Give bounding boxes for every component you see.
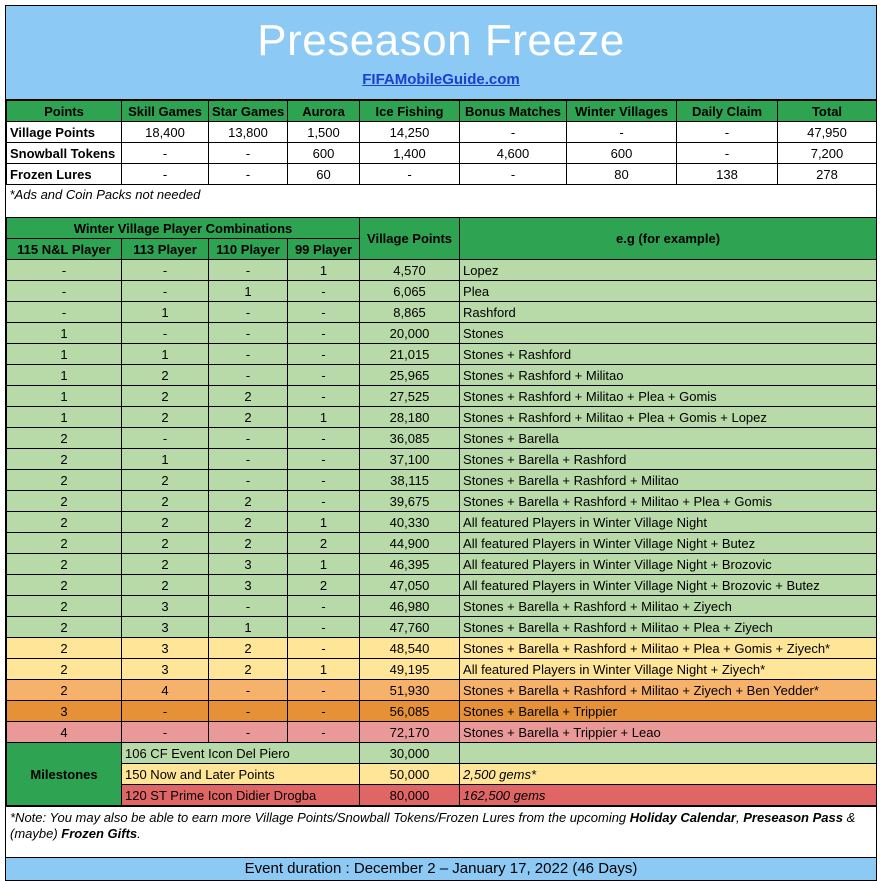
combo-row [7,302,877,323]
combo-count: - [122,323,209,344]
combo-points: 51,930 [360,680,460,701]
points-cell: 80 [567,164,677,185]
points-cell: 47,950 [778,122,877,143]
combo-count: 1 [288,554,360,575]
combo-points: 27,525 [360,386,460,407]
combo-count: 1 [7,365,122,386]
combo-count: - [288,617,360,638]
combo-example: Stones + Rashford + Militao [460,365,877,386]
combo-count: 1 [288,407,360,428]
footnote-holiday-calendar: Holiday Calendar [629,810,736,825]
combo-row [7,470,877,491]
footnote-frozen-gifts: Frozen Gifts [61,826,138,841]
points-cell: 4,600 [460,143,567,164]
combo-count: - [288,302,360,323]
combo-count: - [288,365,360,386]
combo-row [7,260,877,281]
combo-count: 2 [7,512,122,533]
combo-example: All featured Players in Winter Village Night + Brozovic + Butez [460,575,877,596]
milestones-label: Milestones [7,743,122,806]
combo-points: 49,195 [360,659,460,680]
combo-count: 3 [122,617,209,638]
combo-count: 2 [7,596,122,617]
combo-count: 2 [122,365,209,386]
combo-count: 3 [7,701,122,722]
points-cell: 1,400 [360,143,460,164]
combo-example: Stones + Barella + Rashford + Militao + Ziyech + Ben Yedder* [460,680,877,701]
footnote-text: . [137,826,141,841]
combo-points: 48,540 [360,638,460,659]
combo-count: - [288,701,360,722]
combo-count: 2 [7,533,122,554]
combo-count: 2 [122,386,209,407]
combo-count: 1 [209,617,288,638]
combo-count: 1 [288,659,360,680]
points-row-label: Village Points [7,122,122,143]
milestone-reward [460,743,877,764]
combo-count: - [288,596,360,617]
combo-example: Stones [460,323,877,344]
footnote-text: & (maybe) [10,810,856,841]
combo-points: 4,570 [360,260,460,281]
points-col-header: Aurora [288,101,360,122]
combo-count: 3 [209,575,288,596]
combo-example: All featured Players in Winter Village Night + Ziyech* [460,659,877,680]
combo-example: Stones + Rashford [460,344,877,365]
combo-count: - [209,365,288,386]
combo-example: Stones + Barella + Rashford + Militao + Plea + Ziyech [460,617,877,638]
combo-count: - [288,449,360,470]
combo-example: All featured Players in Winter Village Night [460,512,877,533]
combo-count: - [122,701,209,722]
combo-row [7,344,877,365]
combo-count: - [288,470,360,491]
combo-example: Stones + Barella + Rashford [460,449,877,470]
combo-row [7,638,877,659]
combo-row [7,281,877,302]
combo-example: Lopez [460,260,877,281]
combo-points: 20,000 [360,323,460,344]
combo-example: Stones + Barella + Trippier + Leao [460,722,877,743]
combo-count: 2 [122,512,209,533]
points-cell: - [677,143,778,164]
combo-row [7,617,877,638]
combo-count: 1 [7,323,122,344]
combo-count: - [288,680,360,701]
combo-group-header: Winter Village Player Combinations [7,218,360,239]
combo-count: 1 [7,407,122,428]
points-row-label: Snowball Tokens [7,143,122,164]
combo-row [7,554,877,575]
combo-example: Stones + Rashford + Militao + Plea + Gomis [460,386,877,407]
combo-example: Plea [460,281,877,302]
points-col-header: Winter Villages [567,101,677,122]
combo-count: 2 [209,512,288,533]
milestone-row [7,785,877,806]
combo-row [7,407,877,428]
combo-count: 1 [288,512,360,533]
combo-count: 2 [7,428,122,449]
points-cell: - [209,143,288,164]
points-row-label: Frozen Lures [7,164,122,185]
combo-points: 47,760 [360,617,460,638]
player-col-header: 99 Player [288,239,360,260]
combo-example: Stones + Rashford + Militao + Plea + Gomis + Lopez [460,407,877,428]
player-col-header: 115 N&L Player [7,239,122,260]
points-cell: 7,200 [778,143,877,164]
points-row [7,143,877,164]
combo-count: - [209,344,288,365]
points-note: *Ads and Coin Packs not needed [9,187,201,202]
combo-count: - [288,344,360,365]
combo-count: 1 [288,260,360,281]
points-cell: 1,500 [288,122,360,143]
combo-points: 21,015 [360,344,460,365]
points-col-header: Ice Fishing [360,101,460,122]
points-cell: - [567,122,677,143]
combo-example: All featured Players in Winter Village Night + Brozovic [460,554,877,575]
combo-example: All featured Players in Winter Village Night + Butez [460,533,877,554]
combo-count: 3 [122,596,209,617]
combo-count: 1 [7,386,122,407]
combo-count: 4 [7,722,122,743]
combo-count: - [209,260,288,281]
combo-points: 40,330 [360,512,460,533]
combo-count: - [209,428,288,449]
combo-count: - [209,449,288,470]
combo-example: Stones + Barella + Rashford + Militao [460,470,877,491]
points-col-header: Star Games [209,101,288,122]
combo-example: Stones + Barella [460,428,877,449]
combo-example: Stones + Barella + Rashford + Militao + Plea + Gomis + Ziyech* [460,638,877,659]
combo-count: - [209,722,288,743]
combo-count: - [288,722,360,743]
points-row [7,164,877,185]
points-note-row [7,185,877,218]
milestone-row [7,743,877,764]
combo-count: 2 [7,638,122,659]
combo-count: - [122,281,209,302]
combo-count: 2 [209,638,288,659]
combo-count: - [288,491,360,512]
combo-count: 2 [7,470,122,491]
points-col-header: Points [7,101,122,122]
header-banner [6,5,876,100]
event-duration: Event duration : December 2 – January 17, 2022 (46 Days) [244,860,638,877]
milestone-points: 30,000 [360,743,460,764]
combo-count: - [7,281,122,302]
combo-points: 36,085 [360,428,460,449]
combo-count: - [209,680,288,701]
combo-count: 2 [122,575,209,596]
guide-sheet [5,5,877,881]
points-cell: - [677,122,778,143]
combo-count: 2 [209,386,288,407]
points-col-header: Total [778,101,877,122]
points-cell: 600 [288,143,360,164]
combo-points: 39,675 [360,491,460,512]
points-cell: - [122,143,209,164]
milestone-points: 80,000 [360,785,460,806]
milestone-row [7,764,877,785]
combo-count: - [288,428,360,449]
event-duration-bar [6,857,876,881]
combo-count: 1 [122,302,209,323]
combo-count: 2 [122,407,209,428]
combo-count: 2 [209,533,288,554]
points-cell: - [122,164,209,185]
combo-row [7,512,877,533]
combo-count: 4 [122,680,209,701]
combo-count: 2 [7,554,122,575]
combo-count: 2 [7,575,122,596]
milestone-name: 120 ST Prime Icon Didier Drogba [122,785,360,806]
combo-count: - [7,260,122,281]
combo-count: 2 [209,659,288,680]
combo-row [7,428,877,449]
combo-points: 46,980 [360,596,460,617]
combo-count: - [288,281,360,302]
combo-points: 46,395 [360,554,460,575]
combo-example: Rashford [460,302,877,323]
combo-row [7,722,877,743]
combo-points: 8,865 [360,302,460,323]
combo-example: Stones + Barella + Rashford + Militao + Ziyech [460,596,877,617]
combo-row [7,386,877,407]
combo-count: - [7,302,122,323]
points-table [6,100,877,217]
combo-count: 3 [209,554,288,575]
milestone-points: 50,000 [360,764,460,785]
combo-row [7,449,877,470]
footnote [6,806,876,851]
combo-count: 2 [122,554,209,575]
milestone-reward: 2,500 gems* [460,764,877,785]
combo-row [7,680,877,701]
points-cell: 60 [288,164,360,185]
village-points-header: Village Points [360,218,460,260]
combo-count: 1 [122,344,209,365]
footnote-text: *Note: You may also be able to earn more Village Points/Snowball Tokens/Frozen Lures from the upcoming [10,810,630,825]
combo-row [7,491,877,512]
points-cell: 14,250 [360,122,460,143]
points-cell: - [209,164,288,185]
combo-row [7,365,877,386]
combo-example: Stones + Barella + Trippier [460,701,877,722]
combo-count: - [209,323,288,344]
points-row [7,122,877,143]
footnote-text: , [735,810,744,825]
combo-example: Stones + Barella + Rashford + Militao + Plea + Gomis [460,491,877,512]
site-link[interactable]: FIFAMobileGuide.com [362,71,520,88]
combo-count: - [209,470,288,491]
player-col-header: 113 Player [122,239,209,260]
combo-count: 1 [122,449,209,470]
combo-row [7,596,877,617]
points-cell: - [360,164,460,185]
points-header-row [7,101,877,122]
points-cell: - [460,164,567,185]
combo-row [7,701,877,722]
points-cell: 600 [567,143,677,164]
points-cell: 278 [778,164,877,185]
points-col-header: Daily Claim [677,101,778,122]
combo-count: - [122,260,209,281]
example-header: e.g (for example) [460,218,877,260]
combo-count: 2 [288,575,360,596]
milestone-reward: 162,500 gems [460,785,877,806]
combo-row [7,575,877,596]
combo-count: 2 [209,491,288,512]
combo-table [6,217,877,806]
combo-count: 2 [122,491,209,512]
points-cell: - [460,122,567,143]
points-col-header: Skill Games [122,101,209,122]
combo-points: 56,085 [360,701,460,722]
combo-count: 1 [7,344,122,365]
combo-points: 72,170 [360,722,460,743]
milestone-name: 150 Now and Later Points [122,764,360,785]
combo-count: 2 [7,491,122,512]
combo-count: - [209,596,288,617]
combo-count: 2 [7,617,122,638]
combo-count: 2 [288,533,360,554]
combo-count: 3 [122,659,209,680]
combo-count: - [122,428,209,449]
combo-count: 2 [122,470,209,491]
combo-points: 38,115 [360,470,460,491]
milestone-name: 106 CF Event Icon Del Piero [122,743,360,764]
combo-points: 28,180 [360,407,460,428]
combo-points: 25,965 [360,365,460,386]
combo-count: 1 [209,281,288,302]
page-title: Preseason Freeze [257,16,625,65]
combo-count: 2 [7,659,122,680]
combo-count: 2 [7,449,122,470]
combo-count: 3 [122,638,209,659]
combo-count: 2 [7,680,122,701]
combo-count: - [288,323,360,344]
combo-row [7,533,877,554]
combo-points: 6,065 [360,281,460,302]
combo-points: 44,900 [360,533,460,554]
combo-count: - [122,722,209,743]
player-col-header: 110 Player [209,239,288,260]
combo-count: - [209,701,288,722]
footnote-preseason-pass: Preseason Pass [743,810,843,825]
points-col-header: Bonus Matches [460,101,567,122]
combo-row [7,323,877,344]
combo-count: - [209,302,288,323]
combo-count: - [288,386,360,407]
points-cell: 18,400 [122,122,209,143]
combo-count: 2 [209,407,288,428]
combo-row [7,659,877,680]
points-cell: 13,800 [209,122,288,143]
combo-points: 47,050 [360,575,460,596]
combo-points: 37,100 [360,449,460,470]
combo-count: - [288,638,360,659]
points-cell: 138 [677,164,778,185]
combo-count: 2 [122,533,209,554]
